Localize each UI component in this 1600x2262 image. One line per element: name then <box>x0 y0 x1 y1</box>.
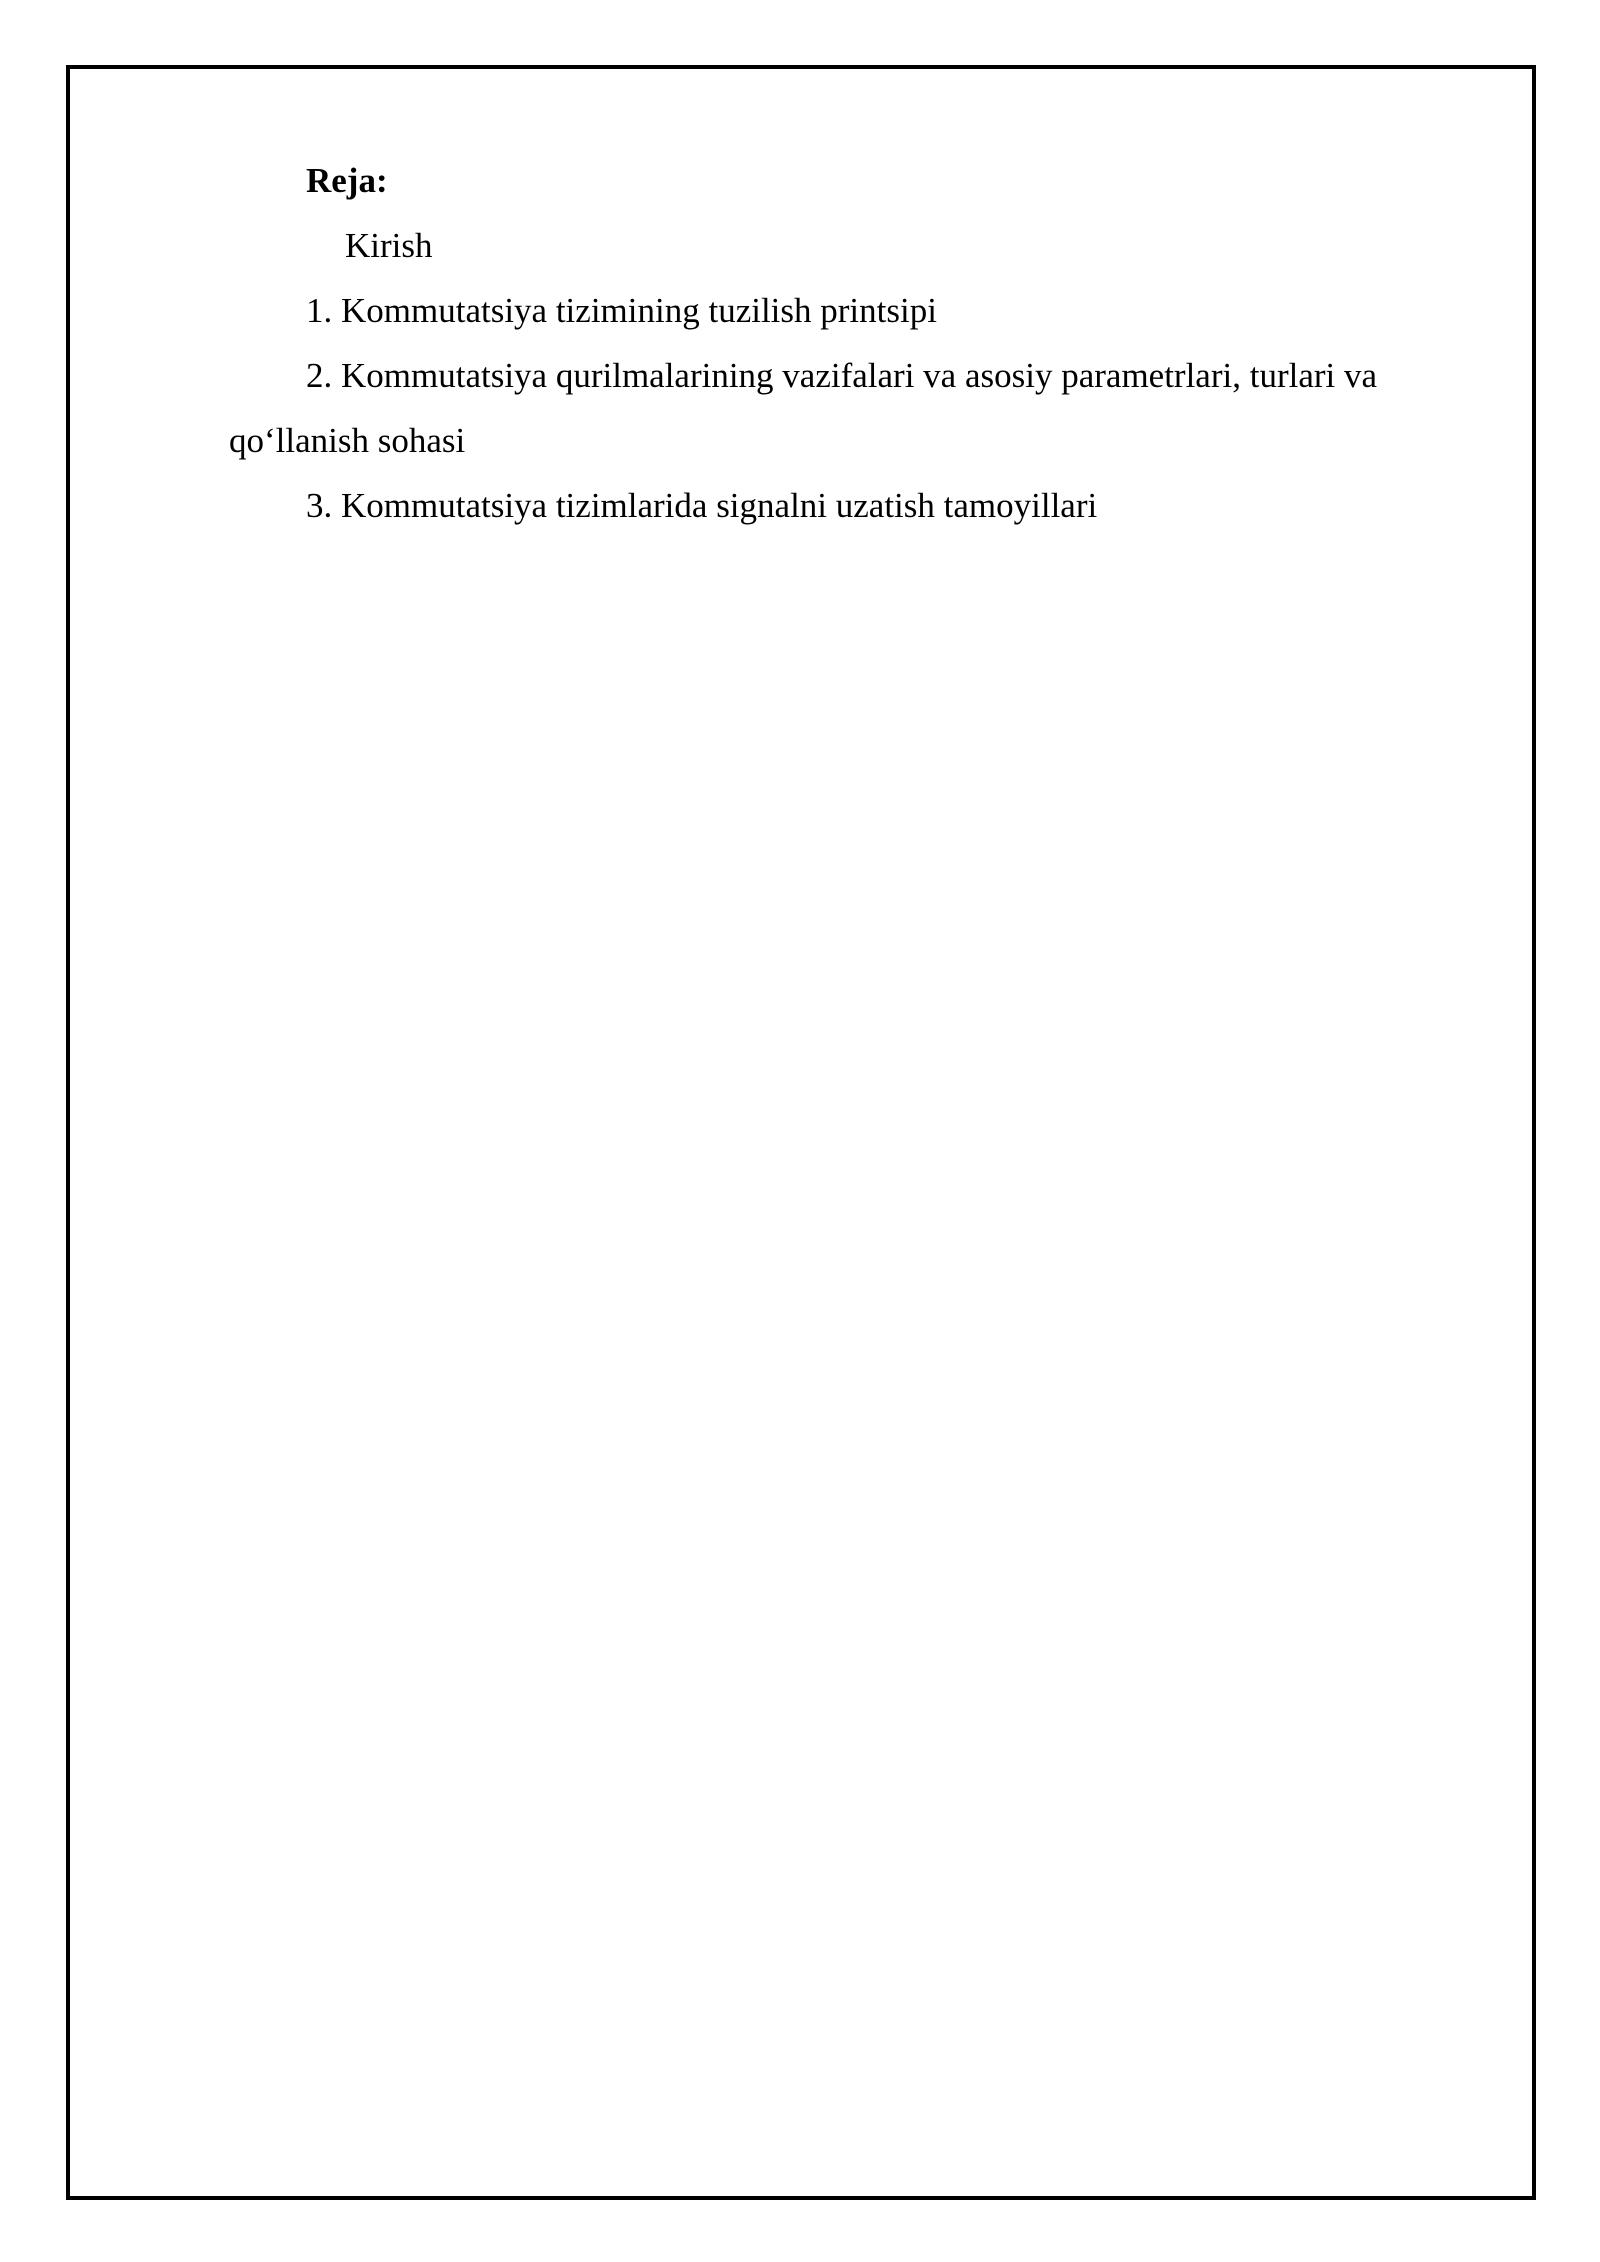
document-body <box>229 148 1459 538</box>
plan-item: 2. Kommutatsiya qurilmalarining vazifalari va asosiy parametrlari, turlari va qo‘llanish sohasi <box>229 356 1378 460</box>
plan-item: 3. Kommutatsiya tizimlarida signalni uzatish tamoyillari <box>306 486 1098 525</box>
plan-heading: Reja: <box>306 161 388 200</box>
plan-item: 1. Kommutatsiya tizimining tuzilish printsipi <box>306 291 937 330</box>
plan-intro: Kirish <box>345 226 433 265</box>
